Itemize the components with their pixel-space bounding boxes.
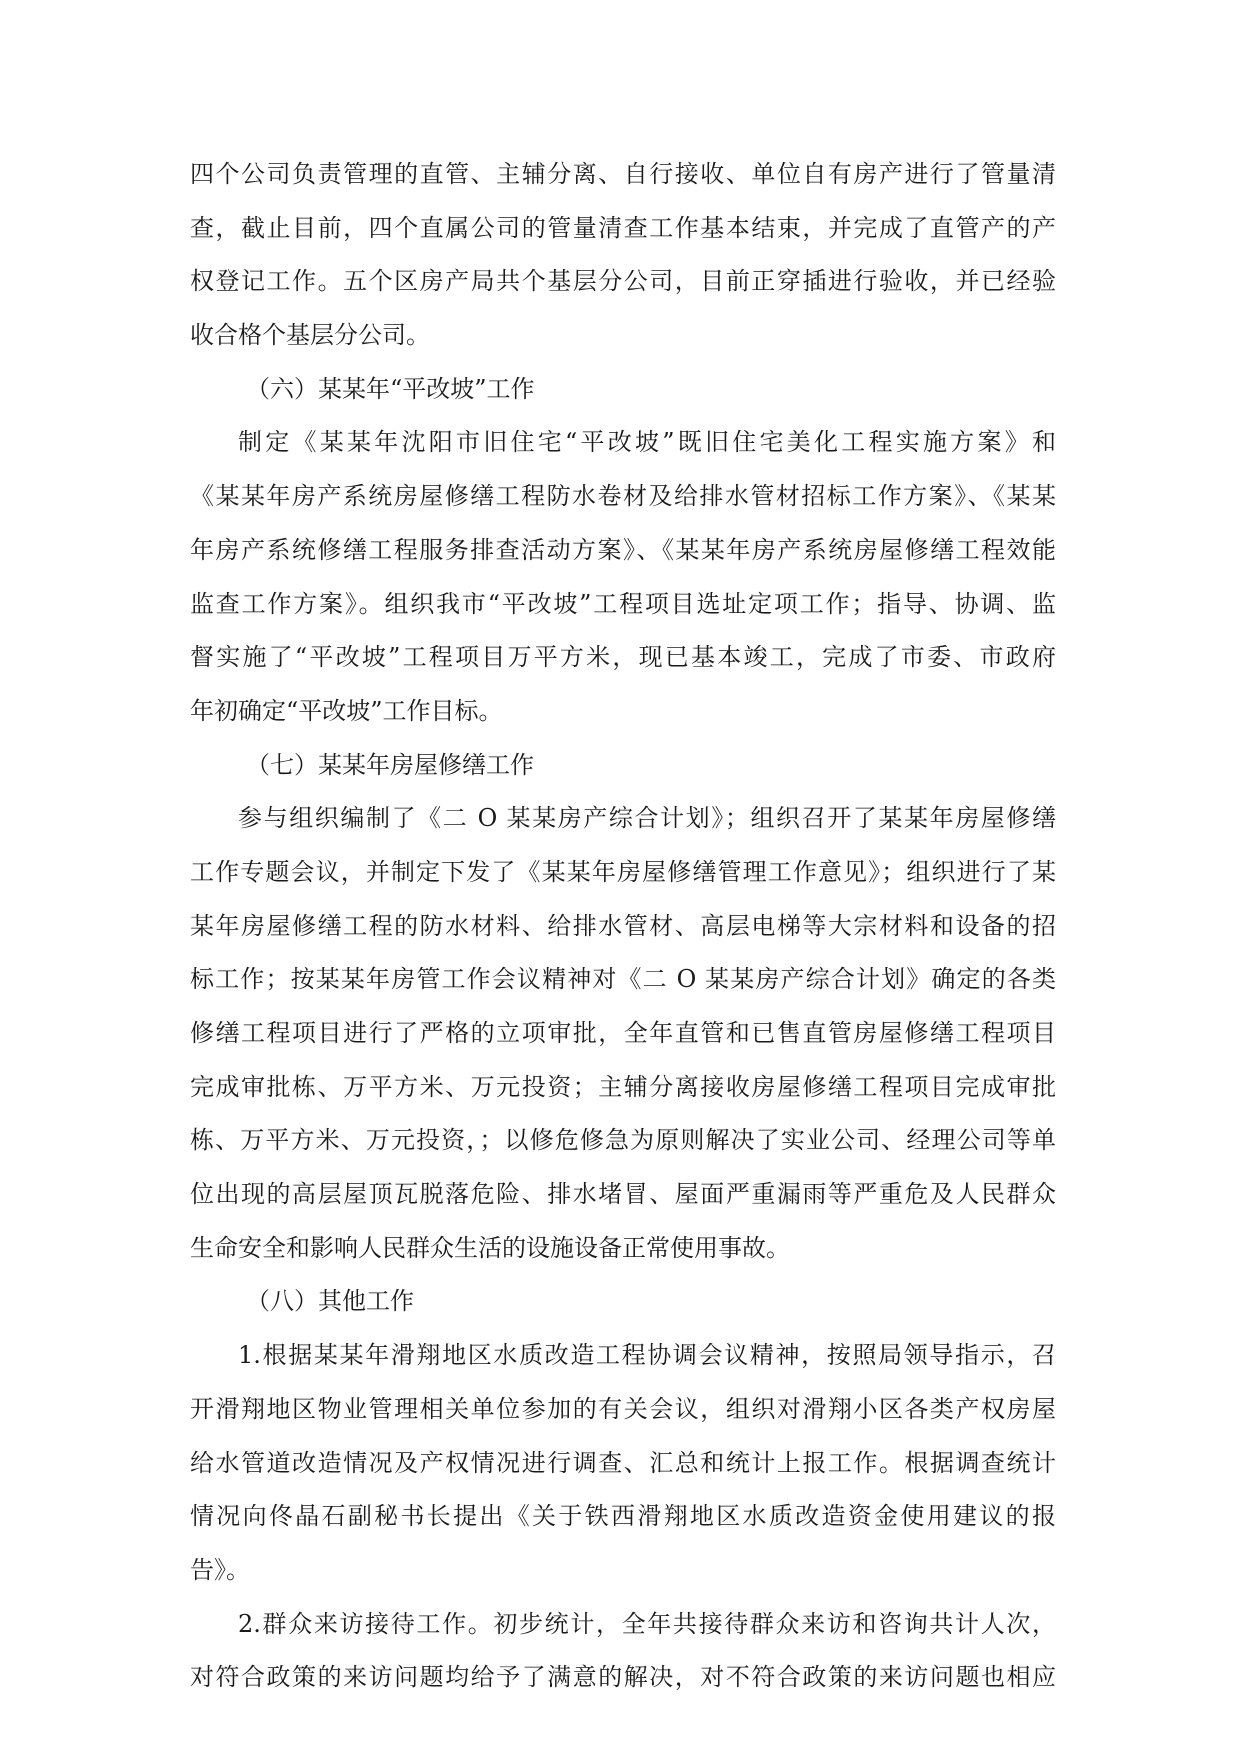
text-line: 制定《某某年沈阳市旧住宅“平改坡”既旧住宅美化工程实施方案》和 [238,428,1056,457]
text-line: 完成审批栋、万平方米、万元投资；主辅分离接收房屋修缮工程项目完成审批 [190,1072,1056,1101]
text-line: 修缮工程项目进行了严格的立项审批，全年直管和已售直管房屋修缮工程项目 [190,1019,1056,1047]
text-line: （八）其他工作 [246,1287,414,1316]
text-line: 栋、万平方米、万元投资，；以修危修急为原则解决了实业公司、经理公司等单 [190,1126,1056,1155]
text-line: 情况向佟晶石副秘书长提出《关于铁西滑翔地区水质改造资金使用建议的报 [190,1502,1056,1531]
text-line: 工作专题会议，并制定下发了《某某年房屋修缮管理工作意见》；组织进行了某 [190,857,1056,886]
text-line: 参与组织编制了《二 O 某某房产综合计划》；组织召开了某某年房屋修缮 [238,804,1056,833]
section-heading [190,739,1056,793]
text-line: 位出现的高层屋顶瓦脱落危险、排水堵冒、屋面严重漏雨等严重危及人民群众 [190,1180,1056,1209]
section-heading [190,363,1056,417]
text-line: 年初确定“平改坡”工作目标。 [190,696,503,725]
text-line: 督实施了“平改坡”工程项目万平方米，现已基本竣工，完成了市委、市政府 [190,643,1056,672]
text-line: 标工作；按某某年房管工作会议精神对《二 O 某某房产综合计划》确定的各类 [190,965,1056,994]
text-line: 1.根据某某年滑翔地区水质改造工程协调会议精神，按照局领导指示，召 [238,1341,1056,1370]
text-line: 对符合政策的来访问题均给予了满意的解决，对不符合政策的来访问题也相应 [190,1663,1056,1692]
text-line: 收合格个基层分公司。 [190,321,430,350]
text-line: 给水管道改造情况及产权情况进行调查、汇总和统计上报工作。根据调查统计 [190,1448,1056,1477]
text-line: 查，截止目前，四个直属公司的管量清查工作基本结束，并完成了直管产的产 [190,213,1056,242]
text-line: 2.群众来访接待工作。初步统计，全年共接待群众来访和咨询共计人次， [238,1609,1056,1638]
text-line: 告》。 [190,1555,250,1584]
text-line: 开滑翔地区物业管理相关单位参加的有关会议，组织对滑翔小区各类产权房屋 [190,1394,1056,1423]
paragraph [190,1329,1056,1597]
text-line: 某年房屋修缮工程的防水材料、给排水管材、高层电梯等大宗材料和设备的招 [190,911,1056,940]
document-body [190,148,1056,1705]
text-line: 监查工作方案》。组织我市“平改坡”工程项目选址定项工作；指导、协调、监 [190,589,1056,618]
text-line: 《某某年房产系统房屋修缮工程防水卷材及给排水管材招标工作方案》、《某某 [190,482,1056,511]
text-line: 四个公司负责管理的直管、主辅分离、自行接收、单位自有房产进行了管量清 [190,160,1056,188]
text-line: （六）某某年“平改坡”工作 [246,374,535,403]
section-heading [190,1275,1056,1329]
text-line: 权登记工作。五个区房产局共个基层分公司，目前正穿插进行验收，并已经验 [190,267,1056,296]
paragraph [190,1598,1056,1705]
text-line: （七）某某年房屋修缮工作 [246,750,534,779]
text-line: 年房产系统修缮工程服务排查活动方案》、《某某年房产系统房屋修缮工程效能 [190,535,1056,564]
paragraph [190,416,1056,738]
text-line: 生命安全和影响人民群众生活的设施设备正常使用事故。 [190,1233,790,1262]
paragraph [190,792,1056,1275]
paragraph [190,148,1056,363]
